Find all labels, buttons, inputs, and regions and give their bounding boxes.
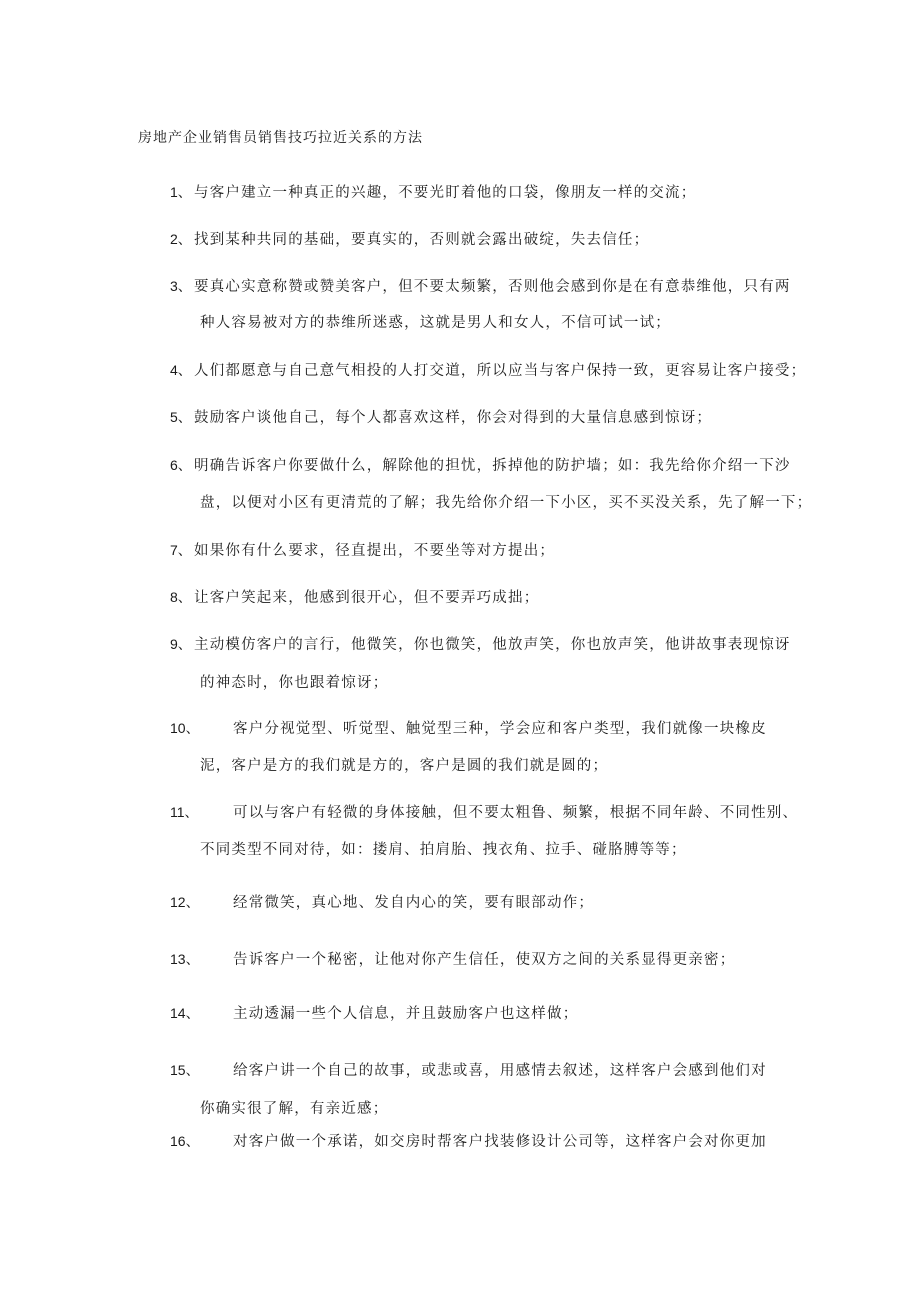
item-text: 找到某种共同的基础，要真实的，否则就会露出破绽，失去信任； (194, 232, 650, 248)
item-text-continuation: 的神态时，你也跟着惊讶； (200, 675, 389, 691)
item-text: 鼓励客户谈他自己，每个人都喜欢这样，你会对得到的大量信息感到惊讶； (194, 410, 713, 426)
item-text: 如果你有什么要求，径直提出，不要坐等对方提出； (194, 543, 556, 559)
item-text: 明确告诉客户你要做什么，解除他的担忧，拆掉他的防护墙；如：我先给你介绍一下沙 (194, 458, 791, 474)
item-text: 主动透漏一些个人信息，并且鼓励客户也这样做； (233, 1006, 579, 1022)
item-number: 6、 (170, 457, 192, 473)
item-text: 告诉客户一个秘密，让他对你产生信任，使双方之间的关系显得更亲密； (233, 952, 736, 968)
item-text: 主动模仿客户的言行，他微笑，你也微笑，他放声笑，你也放声笑，他讲故事表现惊讶 (194, 637, 791, 653)
item-number: 16、 (170, 1133, 200, 1149)
item-number: 9、 (170, 636, 192, 652)
item-number: 13、 (170, 951, 200, 967)
item-number: 3、 (170, 278, 192, 294)
item-number: 12、 (170, 894, 200, 910)
item-text-continuation: 种人容易被对方的恭维所迷惑，这就是男人和女人，不信可试一试； (200, 315, 671, 331)
item-text: 对客户做一个承诺，如交房时帮客户找装修设计公司等，这样客户会对你更加 (233, 1134, 767, 1150)
document-title: 房地产企业销售员销售技巧拉近关系的方法 (138, 130, 423, 146)
item-number: 5、 (170, 409, 192, 425)
item-text: 经常微笑，真心地、发自内心的笑，要有眼部动作； (233, 895, 595, 911)
item-text: 让客户笑起来，他感到很开心，但不要弄巧成拙； (194, 590, 540, 606)
item-text: 要真心实意称赞或赞美客户，但不要太频繁，否则他会感到你是在有意恭维他，只有两 (194, 279, 791, 295)
item-number: 4、 (170, 362, 192, 378)
item-number: 11、 (170, 804, 199, 820)
item-number: 7、 (170, 542, 192, 558)
item-text-continuation: 盘，以便对小区有更清荒的了解；我先给你介绍一下小区，买不买没关系，先了解一下； (200, 495, 813, 511)
item-number: 15、 (170, 1062, 200, 1078)
item-number: 10、 (170, 720, 200, 736)
item-number: 8、 (170, 589, 192, 605)
item-number: 14、 (170, 1005, 200, 1021)
item-text: 与客户建立一种真正的兴趣，不要光盯着他的口袋，像朋友一样的交流； (194, 185, 697, 201)
item-text-continuation: 你确实很了解，有亲近感； (200, 1101, 389, 1117)
item-text: 可以与客户有轻微的身体接触，但不要太粗鲁、频繁，根据不同年龄、不同性别、 (233, 805, 799, 821)
item-number: 1、 (170, 184, 192, 200)
item-number: 2、 (170, 231, 192, 247)
item-text-continuation: 不同类型不同对待，如：搂肩、拍肩胎、拽衣角、拉手、碰胳膊等等； (200, 842, 687, 858)
item-text: 给客户讲一个自己的故事，或悲或喜，用感情去叙述，这样客户会感到他们对 (233, 1063, 767, 1079)
item-text-continuation: 泥，客户是方的我们就是方的，客户是圆的我们就是圆的； (200, 758, 609, 774)
item-text: 人们都愿意与自己意气相投的人打交道，所以应当与客户保持一致，更容易让客户接受； (194, 363, 807, 379)
item-text: 客户分视觉型、听觉型、触觉型三种，学会应和客户类型，我们就像一块橡皮 (233, 721, 767, 737)
